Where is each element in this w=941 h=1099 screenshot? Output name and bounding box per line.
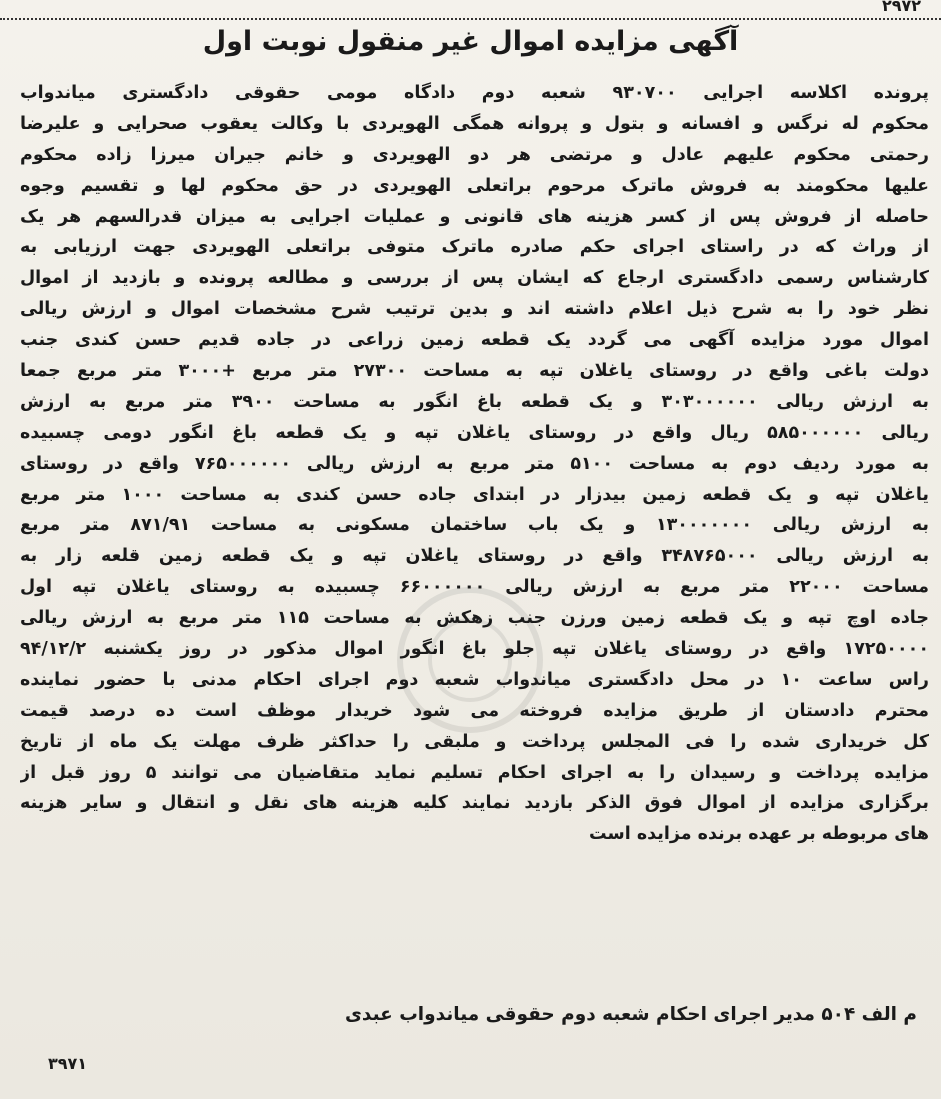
- notice-line: جاده اوچ تپه و یک قطعه زمین ورزن جنب زهکش به مساحت ۱۱۵ متر مربع به ارزش ریالی: [20, 608, 929, 629]
- notice-line: ریالی ۵۸۵۰۰۰۰۰۰ ریال واقع در روستای یاغلان تپه و یک قطعه باغ انگور دومی چسبیده: [20, 422, 929, 443]
- notice-line: های مربوطه بر عهده برنده مزایده است: [589, 824, 929, 845]
- notice-line: از وراث که در راستای اجرای حکم صادره ماترک متوفی براتعلی الهویردی جهت ارزیابی به: [20, 237, 929, 258]
- ad-code: ۳۹۷۱: [48, 1054, 88, 1073]
- notice-line: دولت باغی واقع در روستای یاغلان تپه به مساحت ۲۷۳۰۰ متر مربع +۳۰۰۰ متر مربع جمعا: [20, 361, 929, 382]
- notice-signature: م الف ۵۰۴ مدیر اجرای احکام شعبه دوم حقوقی میاندواب عبدی: [344, 1004, 917, 1025]
- notice-line: به ارزش ریالی ۳۴۸۷۶۵۰۰۰ واقع در روستای یاغلان تپه و یک قطعه زمین قلعه زار به: [20, 546, 929, 567]
- notice-line: به مورد ردیف دوم به مساحت ۵۱۰۰ متر مربع به ارزش ریالی ۷۶۵۰۰۰۰۰۰ واقع در روستای: [20, 453, 929, 474]
- notice-line: به ارزش ریالی ۱۳۰۰۰۰۰۰۰ و یک باب ساختمان مسکونی به مساحت ۸۷۱/۹۱ متر مربع: [20, 515, 929, 536]
- top-dotted-divider: [0, 0, 941, 20]
- notice-line: محکوم له نرگس و افسانه و بتول و پروانه همگی الهویردی با وکالت یعقوب صحرایی و علیرضا: [20, 113, 929, 134]
- page-number: ۲۹۷۲: [876, 0, 927, 15]
- notice-line: مزایده پرداخت و رسیدان را به اجرای احکام تسلیم نماید متقاضیان می توانند ۵ روز قبل از: [20, 762, 929, 783]
- notice-title: آگهی مزایده اموال غیر منقول نوبت اول: [202, 26, 739, 57]
- notice-line: راس ساعت ۱۰ در محل دادگستری میاندواب شعبه دوم اجرای احکام مدنی با حضور نماینده: [20, 669, 929, 690]
- notice-line: حاصله از فروش پس از کسر هزینه های قانونی و عملیات اجرایی به میزان قدرالسهم هر یک: [20, 206, 929, 227]
- notice-line: ۱۷۲۵۰۰۰۰ واقع در روستای یاغلان تپه جلو باغ انگور اموال مذکور در روز یکشنبه ۹۴/۱۲/۲: [20, 639, 929, 660]
- notice-body: [20, 78, 929, 850]
- notice-line: کارشناس رسمی دادگستری ارجاع که ایشان پس از بررسی و مطالعه پرونده و بازدید از اموال: [20, 268, 929, 289]
- notice-line: نظر خود را به شرح ذیل اعلام داشته اند و بدین ترتیب شرح مشخصات اموال و ارزش ریالی: [20, 299, 929, 320]
- notice-line: اموال مورد مزایده آگهی می گردد یک قطعه زمین زراعی در جاده قدیم حسن کندی جنب: [20, 330, 929, 351]
- notice-line: محترم دادستان از طریق مزایده فروخته می شود خریدار موظف است ده درصد قیمت: [20, 700, 929, 721]
- notice-line: کل خریداری شده را فی المجلس پرداخت و ملبقی را حداکثر ظرف مهلت یک ماه از تاریخ: [20, 731, 929, 752]
- notice-line: پرونده اکلاسه اجرایی ۹۳۰۷۰۰ شعبه دوم دادگاه مومی حقوقی دادگستری میاندواب: [20, 83, 929, 103]
- notice-line: یاغلان تپه و یک قطعه زمین بیدزار در ابتدای جاده حسن کندی به مساحت ۱۰۰۰ متر مربع: [20, 484, 929, 505]
- notice-line: علیها محکومند به فروش ماترک مرحوم براتعلی الهویردی در حق محکوم لها و تقسیم وجوه: [20, 175, 929, 196]
- notice-line: مساحت ۲۲۰۰۰ متر مربع به ارزش ریالی ۶۶۰۰۰۰۰۰ چسبیده به روستای یاغلان تپه اول: [20, 577, 929, 598]
- notice-line: برگزاری مزایده از اموال فوق الذکر بازدید نمایند کلیه هزینه های نقل و انتقال و سایر هزینه: [20, 793, 929, 814]
- notice-line: به ارزش ریالی ۳۰۳۰۰۰۰۰۰ و یک قطعه باغ انگور به مساحت ۳۹۰۰ متر مربع به ارزش: [20, 391, 929, 412]
- notice-line: رحمتی محکوم علیهم عادل و مرتضی هر دو الهویردی و خانم جیران میرزا زاده محکوم: [20, 144, 929, 165]
